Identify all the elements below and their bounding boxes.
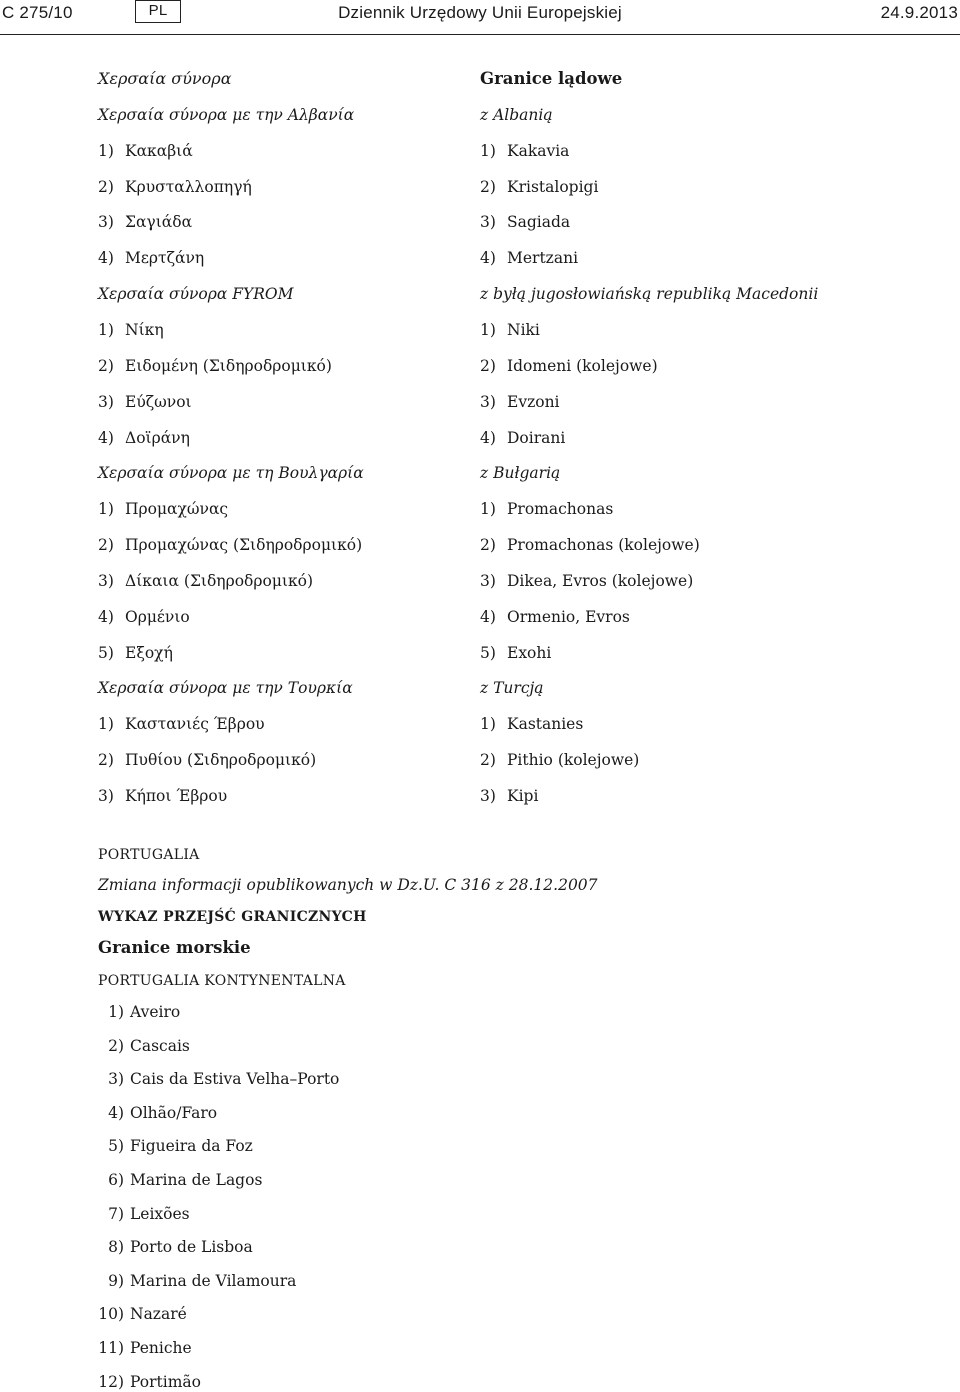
item-text: Peniche <box>130 1339 192 1357</box>
polish-crossing-item <box>480 392 560 412</box>
item-text: Kristalopigi <box>507 177 599 196</box>
item-number: 5) <box>98 643 114 662</box>
border-type-heading: Granice morskie <box>98 938 251 957</box>
maritime-crossing-item <box>92 1136 253 1156</box>
journal-title: Dziennik Urzędowy Unii Europejskiej <box>338 3 622 22</box>
maritime-crossing-item <box>92 1103 217 1123</box>
item-number: 4) <box>98 428 114 447</box>
polish-crossing-item <box>480 320 540 340</box>
polish-crossing-item <box>480 607 630 627</box>
item-number: 3) <box>98 787 114 805</box>
maritime-crossing-item <box>92 1372 201 1392</box>
maritime-crossing-item <box>92 1170 262 1190</box>
page-reference: C 275/10 <box>2 3 73 22</box>
item-text: Olhão/Faro <box>130 1103 218 1122</box>
item-number: 3) <box>480 392 496 411</box>
polish-section-heading: z byłą jugosłowiańską republiką Macedonii <box>480 285 819 304</box>
polish-crossing-item <box>480 428 565 448</box>
polish-section-heading: z Turcją <box>480 679 544 698</box>
item-number: 4) <box>98 607 114 626</box>
item-number: 4) <box>98 249 114 268</box>
item-text: Porto de Lisboa <box>130 1238 253 1257</box>
maritime-crossing-item <box>92 1204 190 1224</box>
greek-crossing-item <box>98 177 252 197</box>
greek-crossing-item <box>98 356 332 376</box>
item-text: Kakavia <box>507 141 570 160</box>
polish-section-heading: z Albanią <box>480 105 553 124</box>
polish-crossing-item <box>480 571 693 591</box>
item-number: 2) <box>480 751 496 770</box>
item-number: 1) <box>480 500 496 519</box>
item-number: 1) <box>98 500 114 519</box>
item-text: Εύζωνοι <box>125 392 192 411</box>
item-number: 12) <box>98 1372 124 1391</box>
item-text: Promachonas <box>507 500 614 519</box>
greek-crossing-item <box>98 535 362 555</box>
item-number: 7) <box>108 1204 124 1223</box>
maritime-crossing-item <box>92 1002 180 1022</box>
polish-crossing-item <box>480 786 538 806</box>
item-number: 1) <box>98 715 114 734</box>
item-number: 3) <box>98 213 114 232</box>
item-number: 8) <box>108 1238 124 1257</box>
polish-crossing-item <box>480 212 570 232</box>
item-text: Aveiro <box>130 1003 181 1021</box>
item-text: Μερτζάνη <box>125 249 205 268</box>
item-text: Κρυσταλλοπηγή <box>125 177 252 196</box>
publication-date: 24.9.2013 <box>880 3 958 22</box>
item-number: 1) <box>108 1003 124 1021</box>
greek-section-heading: Χερσαία σύνορα με τη Βουλγαρία <box>98 464 364 483</box>
item-number: 10) <box>98 1305 124 1324</box>
greek-crossing-item <box>98 248 204 268</box>
item-text: Ειδομένη (Σιδηροδρομικό) <box>125 356 332 375</box>
item-number: 2) <box>98 177 114 196</box>
maritime-crossing-item <box>92 1069 339 1089</box>
item-text: Mertzani <box>507 249 579 268</box>
item-text: Κακαβιά <box>125 141 193 160</box>
item-text: Σαγιάδα <box>125 213 193 232</box>
maritime-crossing-item <box>92 1036 190 1056</box>
polish-crossing-item <box>480 714 583 734</box>
item-number: 3) <box>98 571 114 590</box>
item-text: Doirani <box>507 428 566 447</box>
item-text: Figueira da Foz <box>130 1137 253 1156</box>
item-number: 2) <box>98 356 114 375</box>
greek-crossing-item <box>98 714 265 734</box>
item-text: Προμαχώνας <box>125 500 229 519</box>
item-text: Ορμένιο <box>125 607 190 626</box>
item-text: Pithio (kolejowe) <box>507 751 640 770</box>
maritime-crossing-item <box>92 1338 192 1358</box>
item-text: Niki <box>507 320 540 339</box>
item-number: 2) <box>108 1036 124 1055</box>
item-number: 5) <box>480 643 496 662</box>
item-number: 2) <box>98 751 114 770</box>
item-number: 6) <box>108 1171 124 1189</box>
item-number: 1) <box>480 141 496 160</box>
maritime-crossing-item <box>92 1304 187 1324</box>
item-text: Καστανιές Έβρου <box>125 715 265 734</box>
item-text: Dikea, Evros (kolejowe) <box>507 571 694 590</box>
item-text: Sagiada <box>507 213 571 232</box>
item-text: Leixões <box>130 1204 190 1223</box>
country-heading: PORTUGALIA <box>98 847 200 863</box>
polish-crossing-item <box>480 248 578 268</box>
item-number: 1) <box>98 141 114 160</box>
item-number: 4) <box>480 428 496 447</box>
item-text: Cascais <box>130 1036 190 1055</box>
greek-crossing-item <box>98 786 227 806</box>
item-text: Προμαχώνας (Σιδηροδρομικό) <box>125 536 363 555</box>
item-text: Δοϊράνη <box>125 428 190 447</box>
list-title: WYKAZ PRZEJŚĆ GRANICZNYCH <box>98 909 367 925</box>
greek-column-title: Χερσαία σύνορα <box>98 69 232 88</box>
item-text: Νίκη <box>125 320 164 339</box>
item-number: 2) <box>98 536 114 555</box>
item-text: Evzoni <box>507 392 560 411</box>
greek-section-heading: Χερσαία σύνορα με την Αλβανία <box>98 105 355 124</box>
item-text: Εξοχή <box>125 643 173 662</box>
polish-crossing-item <box>480 177 598 197</box>
item-number: 2) <box>480 356 496 375</box>
polish-crossing-item <box>480 750 639 770</box>
polish-crossing-item <box>480 141 569 161</box>
item-number: 3) <box>108 1070 124 1089</box>
item-text: Kastanies <box>507 715 584 734</box>
greek-crossing-item <box>98 750 316 770</box>
maritime-crossing-item <box>92 1237 253 1257</box>
item-number: 3) <box>480 571 496 590</box>
greek-crossing-item <box>98 392 192 412</box>
item-text: Idomeni (kolejowe) <box>507 356 658 375</box>
item-number: 1) <box>480 715 496 734</box>
item-number: 9) <box>108 1271 124 1290</box>
greek-crossing-item <box>98 607 190 627</box>
greek-crossing-item <box>98 320 164 340</box>
greek-section-heading: Χερσαία σύνορα με την Τουρκία <box>98 679 353 698</box>
item-text: Δίκαια (Σιδηροδρομικό) <box>125 571 314 590</box>
item-text: Kipi <box>507 787 539 805</box>
item-number: 1) <box>98 320 114 339</box>
language-badge: PL <box>135 0 181 23</box>
item-text: Marina de Lagos <box>130 1171 263 1189</box>
item-text: Κήποι Έβρου <box>125 787 228 805</box>
polish-crossing-item <box>480 356 658 376</box>
item-number: 4) <box>480 249 496 268</box>
item-text: Nazaré <box>130 1305 187 1324</box>
item-number: 2) <box>480 177 496 196</box>
item-number: 11) <box>98 1339 124 1357</box>
item-number: 4) <box>480 607 496 626</box>
page-header <box>0 0 960 35</box>
polish-crossing-item <box>480 643 551 663</box>
item-text: Πυθίου (Σιδηροδρομικό) <box>125 751 317 770</box>
greek-crossing-item <box>98 141 193 161</box>
item-number: 3) <box>480 787 496 805</box>
greek-crossing-item <box>98 571 313 591</box>
polish-crossing-item <box>480 499 613 519</box>
greek-crossing-item <box>98 643 173 663</box>
greek-crossing-item <box>98 428 190 448</box>
item-text: Cais da Estiva Velha–Porto <box>130 1070 340 1089</box>
maritime-crossing-item <box>92 1271 296 1291</box>
polish-crossing-item <box>480 535 700 555</box>
polish-section-heading: z Bułgarią <box>480 464 561 483</box>
item-number: 2) <box>480 536 496 555</box>
item-text: Marina de Vilamoura <box>130 1271 297 1290</box>
greek-crossing-item <box>98 212 192 232</box>
item-text: Ormenio, Evros <box>507 607 630 626</box>
item-text: Portimão <box>130 1372 201 1391</box>
item-number: 5) <box>108 1137 124 1156</box>
item-text: Promachonas (kolejowe) <box>507 536 700 555</box>
amendment-note: Zmiana informacji opublikowanych w Dz.U. C 316 z 28.12.2007 <box>98 876 598 894</box>
item-number: 3) <box>480 213 496 232</box>
region-heading: PORTUGALIA KONTYNENTALNA <box>98 973 346 989</box>
greek-crossing-item <box>98 499 228 519</box>
item-number: 4) <box>108 1103 124 1122</box>
polish-column-title: Granice lądowe <box>480 69 623 88</box>
item-number: 1) <box>480 320 496 339</box>
item-number: 3) <box>98 392 114 411</box>
item-text: Exohi <box>507 643 552 662</box>
greek-section-heading: Χερσαία σύνορα FYROM <box>98 285 294 304</box>
